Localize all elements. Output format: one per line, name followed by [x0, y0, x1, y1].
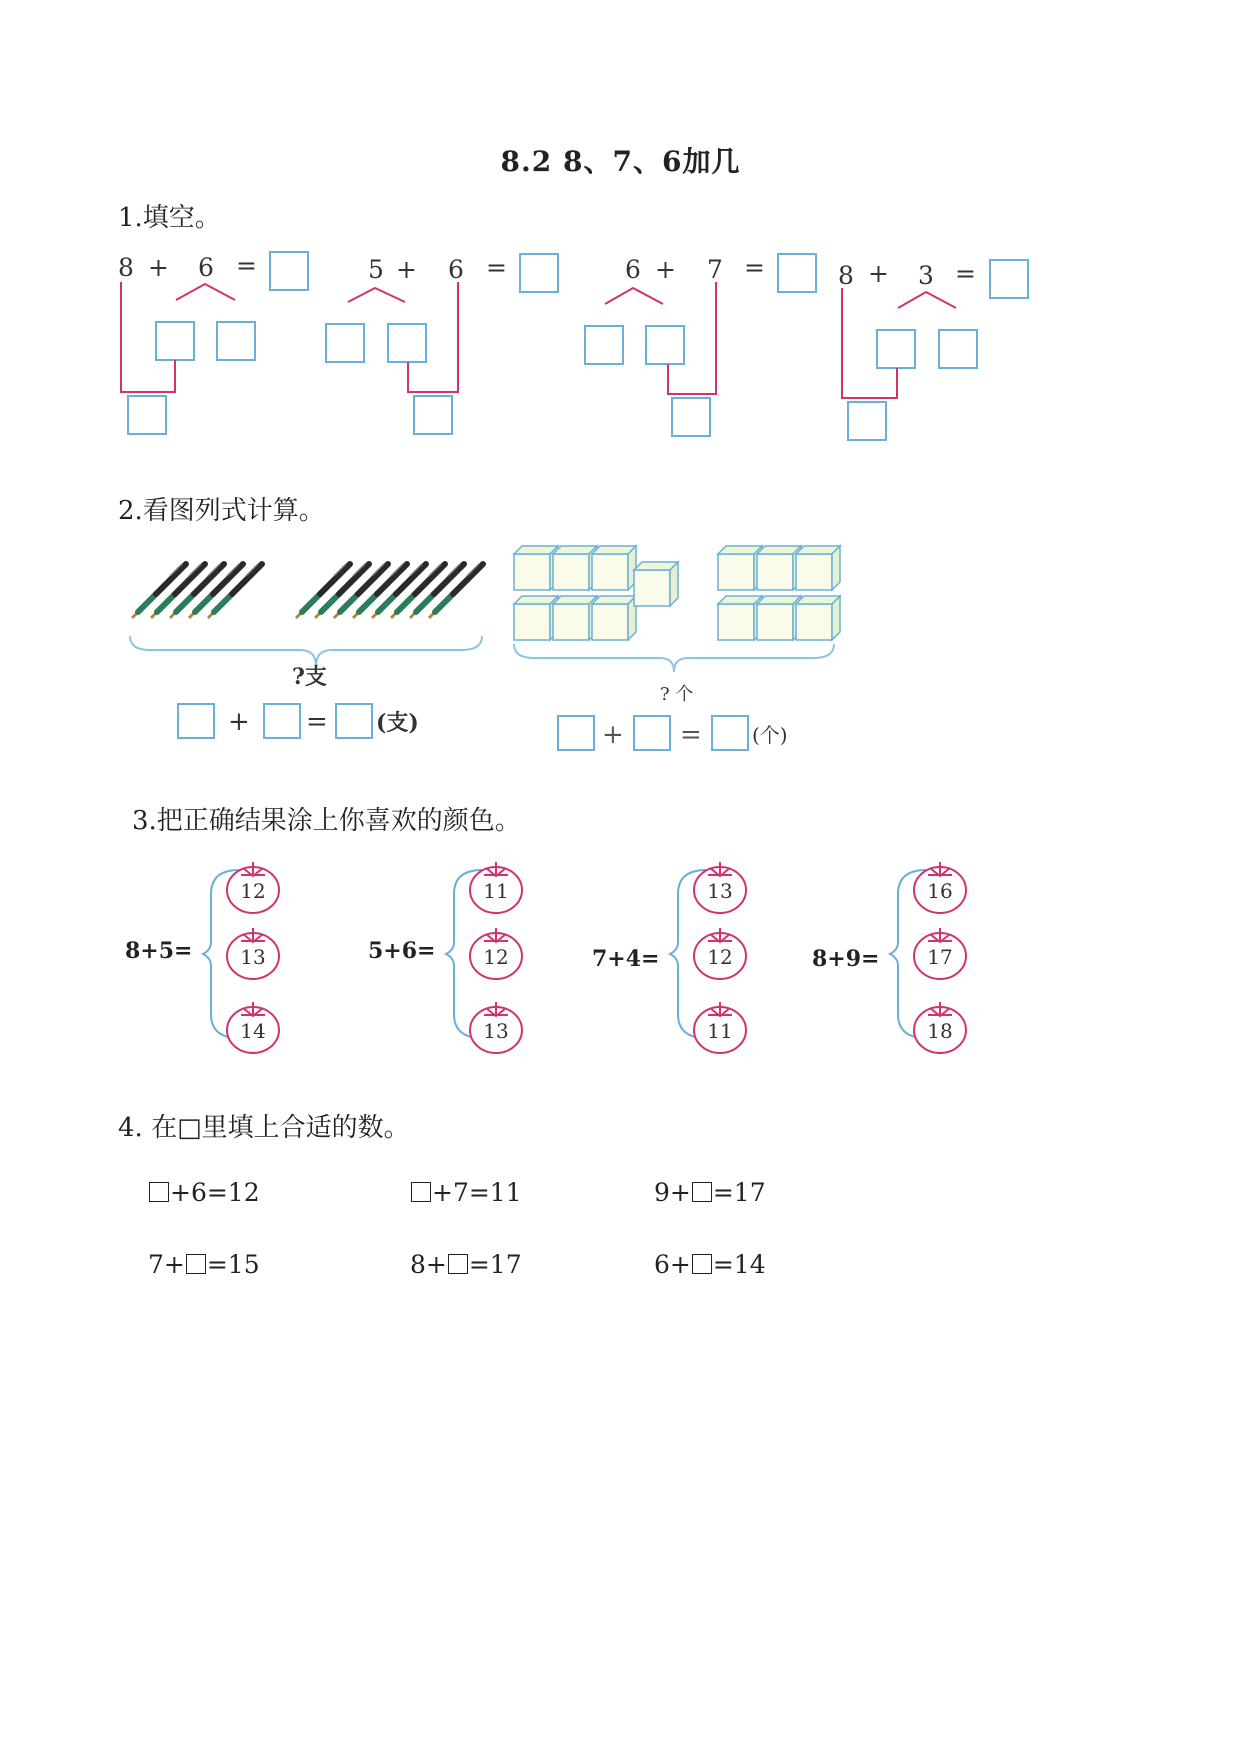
result-box[interactable] — [414, 396, 452, 434]
q4-problem-6: 6+ =14 — [654, 1250, 766, 1279]
q1-p1-a: 8 — [118, 253, 134, 282]
q1-p1-b: 6 — [198, 253, 214, 282]
pens-box-2[interactable] — [264, 704, 300, 738]
q1-heading: 1.填空。 — [118, 203, 221, 233]
tomato-number: 13 — [707, 879, 733, 903]
cubes-brace — [514, 644, 834, 672]
combine-line — [121, 282, 175, 392]
answer-box[interactable] — [270, 252, 308, 290]
q4-problem-5: 8+ =17 — [410, 1250, 522, 1279]
cube-icon — [553, 596, 597, 640]
tomato-number: 12 — [483, 945, 509, 969]
q1-p2-b: 6 — [448, 255, 464, 284]
tomato-option[interactable] — [914, 1002, 966, 1053]
q4-blank[interactable] — [692, 1182, 712, 1202]
answer-box[interactable] — [520, 254, 558, 292]
cubes-box-3[interactable] — [712, 716, 748, 750]
cubes-box-2[interactable] — [634, 716, 670, 750]
result-box[interactable] — [672, 398, 710, 436]
tomato-number: 17 — [927, 945, 953, 969]
q3-expression: 7+4= — [592, 946, 660, 972]
cube-icon — [718, 546, 762, 590]
q3-choices — [0, 850, 1241, 1070]
page-title: 8.2 8、7、6加几 — [500, 145, 741, 178]
split-box[interactable] — [646, 326, 684, 364]
pens-brace — [130, 636, 482, 666]
q4-problem-3: 9+ =17 — [654, 1178, 766, 1207]
q1-problem-1 — [118, 251, 308, 434]
pens-box-1[interactable] — [178, 704, 214, 738]
result-box[interactable] — [128, 396, 166, 434]
q4-blank[interactable] — [149, 1182, 169, 1202]
split-box[interactable] — [217, 322, 255, 360]
tomato-option[interactable] — [470, 928, 522, 979]
q1-p2-op: + — [396, 255, 417, 284]
q4-blank[interactable] — [692, 1254, 712, 1274]
cube-icon — [757, 596, 801, 640]
split-box[interactable] — [585, 326, 623, 364]
tomato-option[interactable] — [227, 1002, 279, 1053]
q4-problem-4: 7+ =15 — [148, 1250, 260, 1279]
cubes-unit: (个) — [752, 723, 788, 747]
tomato-number: 11 — [483, 879, 509, 903]
q2-illustration — [0, 540, 1241, 760]
tomato-option[interactable] — [227, 928, 279, 979]
split-box[interactable] — [326, 324, 364, 362]
cubes-illustration — [514, 546, 840, 640]
q4-heading: 4. 在□里填上合适的数。 — [118, 1113, 410, 1143]
cube-icon — [592, 546, 636, 590]
combine-line — [408, 282, 458, 392]
cubes-box-1[interactable] — [558, 716, 594, 750]
cube-icon — [514, 596, 558, 640]
q1-problem-4 — [838, 259, 1028, 440]
split-lines — [605, 288, 663, 304]
q4-problem-2: +7=11 — [410, 1178, 522, 1207]
combine-line — [668, 282, 716, 394]
split-lines — [898, 292, 956, 308]
tomato-option[interactable] — [694, 1002, 746, 1053]
cube-icon — [757, 546, 801, 590]
cubes-eq: = — [680, 720, 702, 750]
tomato-option[interactable] — [914, 928, 966, 979]
tomato-number: 18 — [927, 1019, 953, 1043]
tomato-number: 13 — [483, 1019, 509, 1043]
q2-heading: 2.看图列式计算。 — [118, 496, 325, 526]
q3-expression: 8+5= — [125, 938, 193, 964]
q1-p3-b: 7 — [707, 255, 723, 284]
pens-eq: = — [306, 707, 328, 737]
q3-expression: 8+9= — [812, 946, 880, 972]
cube-icon — [718, 596, 762, 640]
q1-p4-eq: = — [955, 259, 976, 288]
split-box[interactable] — [388, 324, 426, 362]
q4-blank[interactable] — [448, 1254, 468, 1274]
q3-item — [592, 862, 746, 1053]
tomato-number: 12 — [707, 945, 733, 969]
q1-p3-op: + — [655, 255, 676, 284]
pens-group-2 — [296, 564, 483, 618]
q1-p3-a: 6 — [625, 255, 641, 284]
pens-plus: + — [228, 707, 250, 737]
q4-blank[interactable] — [411, 1182, 431, 1202]
q1-problem-2 — [326, 253, 558, 434]
q1-p2-eq: = — [486, 253, 507, 282]
q1-diagrams — [0, 240, 1241, 460]
q1-p3-eq: = — [744, 253, 765, 282]
cube-icon — [514, 546, 558, 590]
q1-p1-op: + — [148, 253, 169, 282]
cube-icon — [796, 546, 840, 590]
cubes-question: ? 个 — [660, 684, 694, 705]
pens-unit: (支) — [376, 710, 419, 736]
pens-question: ?支 — [292, 664, 327, 690]
q1-problem-3 — [585, 253, 816, 436]
q3-expression: 5+6= — [368, 938, 436, 964]
q1-p4-b: 3 — [918, 261, 934, 290]
tomato-number: 11 — [707, 1019, 733, 1043]
split-box[interactable] — [877, 330, 915, 368]
q1-p4-a: 8 — [838, 261, 854, 290]
split-lines — [348, 288, 405, 302]
q4-blank[interactable] — [186, 1254, 206, 1274]
q1-p2-a: 5 — [368, 255, 384, 284]
cubes-plus: + — [602, 720, 624, 750]
result-box[interactable] — [848, 402, 886, 440]
split-box[interactable] — [156, 322, 194, 360]
tomato-option[interactable] — [470, 1002, 522, 1053]
split-lines — [176, 284, 235, 300]
tomato-number: 14 — [240, 1019, 266, 1043]
cube-icon — [592, 596, 636, 640]
split-box[interactable] — [939, 330, 977, 368]
q3-item — [812, 862, 966, 1053]
q3-heading: 3.把正确结果涂上你喜欢的颜色。 — [132, 806, 521, 836]
q1-p1-eq: = — [236, 251, 257, 280]
tomato-number: 16 — [927, 879, 953, 903]
tomato-option[interactable] — [694, 928, 746, 979]
q3-item — [368, 862, 522, 1053]
cube-icon — [553, 546, 597, 590]
answer-box[interactable] — [778, 254, 816, 292]
pens-box-3[interactable] — [336, 704, 372, 738]
tomato-number: 12 — [240, 879, 266, 903]
answer-box[interactable] — [990, 260, 1028, 298]
q4-problem-1: +6=12 — [148, 1178, 260, 1207]
pens-group-1 — [132, 564, 262, 618]
combine-line — [842, 288, 897, 398]
tomato-number: 13 — [240, 945, 266, 969]
q3-item — [125, 862, 279, 1053]
q1-p4-op: + — [868, 259, 889, 288]
cube-icon — [634, 562, 678, 606]
cube-icon — [796, 596, 840, 640]
